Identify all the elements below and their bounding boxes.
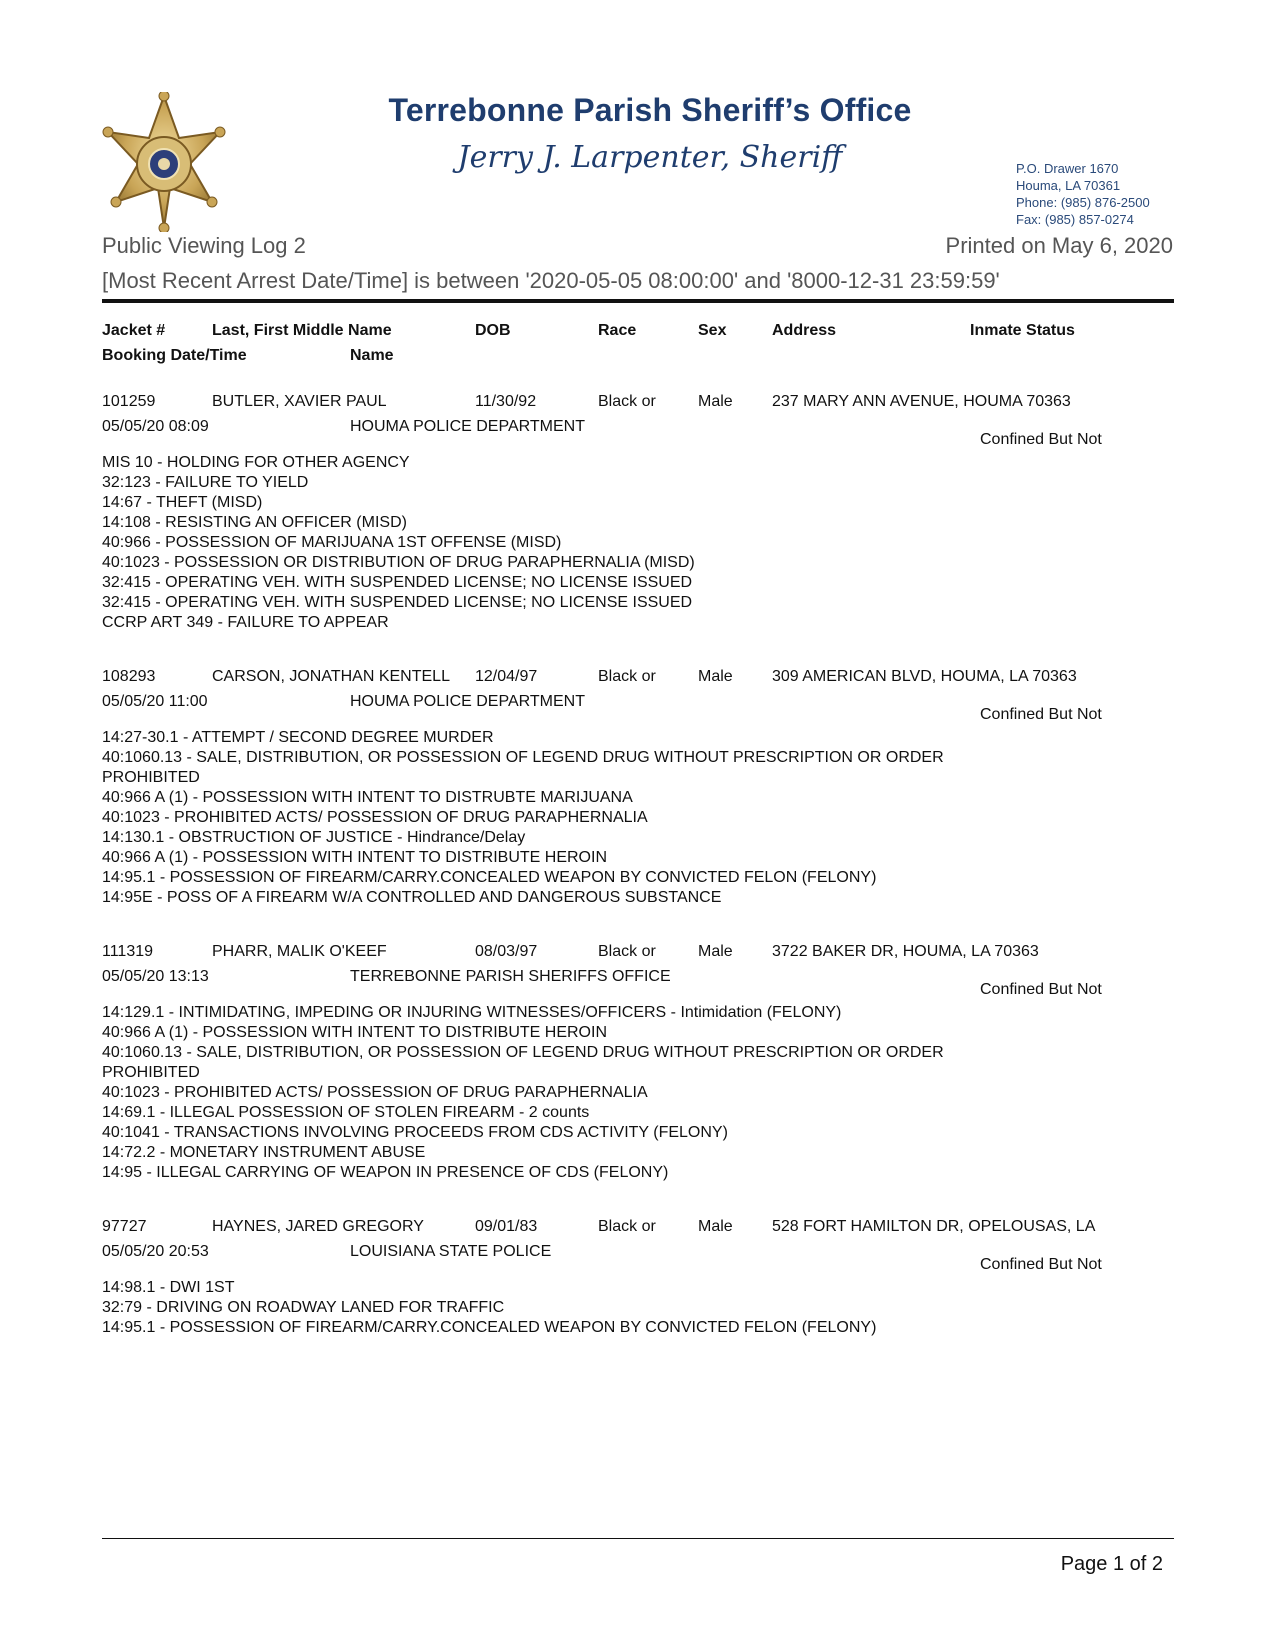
charge-item: 14:95E - POSS OF A FIREARM W/A CONTROLLED AND DANGEROUS SUBSTANCE xyxy=(102,889,722,906)
charge-item: 14:95.1 - POSSESSION OF FIREARM/CARRY.CONCEALED WEAPON BY CONVICTED FELON (FELONY) xyxy=(102,869,877,886)
report-criteria: [Most Recent Arrest Date/Time] is between '2020-05-05 08:00:00' and '8000-12-31 23:59:59' xyxy=(102,268,1000,293)
record-inmate-status: Confined But Not xyxy=(980,1256,1102,1273)
record-inmate-status: Confined But Not xyxy=(980,431,1102,448)
record-race: Black or xyxy=(598,393,656,410)
charges-list xyxy=(102,1278,1002,1338)
record-dob: 12/04/97 xyxy=(475,668,538,685)
charges-list xyxy=(102,453,1002,633)
record-address: 528 FORT HAMILTON DR, OPELOUSAS, LA xyxy=(772,1218,1096,1235)
charge-item: 14:95.1 - POSSESSION OF FIREARM/CARRY.CONCEALED WEAPON BY CONVICTED FELON (FELONY) xyxy=(102,1319,877,1336)
record-booking: 05/05/20 11:00 xyxy=(102,693,208,710)
record-summary-line xyxy=(102,668,1174,693)
record-race: Black or xyxy=(598,1218,656,1235)
sheriff-name: Jerry J. Larpenter, Sheriff xyxy=(457,140,843,175)
charge-item: 14:67 - THEFT (MISD) xyxy=(102,494,263,511)
charge-item: 32:123 - FAILURE TO YIELD xyxy=(102,474,309,491)
charge-item: 14:98.1 - DWI 1ST xyxy=(102,1279,235,1296)
col-header-booking: Booking Date/Time xyxy=(102,347,247,364)
col-header-status: Inmate Status xyxy=(970,322,1075,339)
charge-item: 40:1023 - POSSESSION OR DISTRIBUTION OF DRUG PARAPHERNALIA (MISD) xyxy=(102,554,695,571)
record-booking: 05/05/20 08:09 xyxy=(102,418,209,435)
record-address: 237 MARY ANN AVENUE, HOUMA 70363 xyxy=(772,393,1071,410)
record-race: Black or xyxy=(598,943,656,960)
charge-item: MIS 10 - HOLDING FOR OTHER AGENCY xyxy=(102,454,410,471)
charge-item: 14:129.1 - INTIMIDATING, IMPEDING OR INJURING WITNESSES/OFFICERS - Intimidation (FELONY) xyxy=(102,1004,842,1021)
charge-item: CCRP ART 349 - FAILURE TO APPEAR xyxy=(102,614,389,631)
contact-block xyxy=(1016,160,1150,228)
record-jacket: 101259 xyxy=(102,393,156,410)
charge-item: 40:1041 - TRANSACTIONS INVOLVING PROCEEDS FROM CDS ACTIVITY (FELONY) xyxy=(102,1124,728,1141)
charge-item: 14:72.2 - MONETARY INSTRUMENT ABUSE xyxy=(102,1144,426,1161)
record-agency: HOUMA POLICE DEPARTMENT xyxy=(350,418,585,435)
record-agency: HOUMA POLICE DEPARTMENT xyxy=(350,693,585,710)
arrest-record xyxy=(102,393,1174,633)
charge-item: 14:27-30.1 - ATTEMPT / SECOND DEGREE MURDER xyxy=(102,729,494,746)
record-agency: TERREBONNE PARISH SHERIFFS OFFICE xyxy=(350,968,671,985)
record-booking: 05/05/20 20:53 xyxy=(102,1243,209,1260)
office-title: Terrebonne Parish Sheriff’s Office xyxy=(388,92,912,128)
record-dob: 09/01/83 xyxy=(475,1218,538,1235)
charges-list xyxy=(102,1003,1002,1183)
arrest-record xyxy=(102,668,1174,908)
record-sex: Male xyxy=(698,1218,733,1235)
record-jacket: 111319 xyxy=(102,943,154,960)
charge-item: 40:1023 - PROHIBITED ACTS/ POSSESSION OF DRUG PARAPHERNALIA xyxy=(102,809,648,826)
charge-item: 14:108 - RESISTING AN OFFICER (MISD) xyxy=(102,514,407,531)
contact-city-line: Houma, LA 70361 xyxy=(1016,178,1121,193)
contact-fax: Fax: (985) 857-0274 xyxy=(1016,212,1134,227)
charge-item: 40:1023 - PROHIBITED ACTS/ POSSESSION OF DRUG PARAPHERNALIA xyxy=(102,1084,648,1101)
contact-phone: Phone: (985) 876-2500 xyxy=(1016,195,1150,210)
col-header-name: Last, First Middle Name xyxy=(212,322,392,339)
record-agency: LOUISIANA STATE POLICE xyxy=(350,1243,552,1260)
record-jacket: 108293 xyxy=(102,668,156,685)
col-header-address: Address xyxy=(772,322,837,339)
charge-item: 40:966 A (1) - POSSESSION WITH INTENT TO DISTRIBUTE HEROIN xyxy=(102,849,607,866)
page-number: Page 1 of 2 xyxy=(1060,1553,1163,1575)
record-summary-line xyxy=(102,943,1174,968)
record-booking: 05/05/20 13:13 xyxy=(102,968,209,985)
charge-item: 40:1060.13 - SALE, DISTRIBUTION, OR POSSESSION OF LEGEND DRUG WITHOUT PRESCRIPTION OR ORDER PROHIBITED xyxy=(102,1044,944,1081)
record-address: 309 AMERICAN BLVD, HOUMA, LA 70363 xyxy=(772,668,1077,685)
charge-item: 14:95 - ILLEGAL CARRYING OF WEAPON IN PRESENCE OF CDS (FELONY) xyxy=(102,1164,669,1181)
record-summary-line xyxy=(102,393,1174,418)
record-race: Black or xyxy=(598,668,656,685)
contact-address-line: P.O. Drawer 1670 xyxy=(1016,161,1119,176)
record-name: CARSON, JONATHAN KENTELL xyxy=(212,668,450,685)
col-header-sex: Sex xyxy=(698,322,727,339)
sheriff-star-badge-icon xyxy=(102,92,226,232)
record-sex: Male xyxy=(698,668,733,685)
charge-item: 32:79 - DRIVING ON ROADWAY LANED FOR TRAFFIC xyxy=(102,1299,505,1316)
col-header-jacket: Jacket # xyxy=(102,322,166,339)
footer-divider xyxy=(102,1538,1174,1539)
charge-item: 14:130.1 - OBSTRUCTION OF JUSTICE - Hindrance/Delay xyxy=(102,829,526,846)
record-jacket: 97727 xyxy=(102,1218,147,1235)
record-dob: 08/03/97 xyxy=(475,943,538,960)
record-summary-line xyxy=(102,1218,1174,1243)
printed-date: Printed on May 6, 2020 xyxy=(945,233,1173,258)
report-title: Public Viewing Log 2 xyxy=(102,233,306,258)
record-sex: Male xyxy=(698,943,733,960)
record-address: 3722 BAKER DR, HOUMA, LA 70363 xyxy=(772,943,1039,960)
charge-item: 40:1060.13 - SALE, DISTRIBUTION, OR POSSESSION OF LEGEND DRUG WITHOUT PRESCRIPTION OR ORDER PROHIBITED xyxy=(102,749,944,786)
record-dob: 11/30/92 xyxy=(475,393,537,410)
record-sex: Male xyxy=(698,393,733,410)
record-name: BUTLER, XAVIER PAUL xyxy=(212,393,387,410)
header-divider xyxy=(102,299,1174,303)
col-header-race: Race xyxy=(598,322,637,339)
charge-item: 32:415 - OPERATING VEH. WITH SUSPENDED LICENSE; NO LICENSE ISSUED xyxy=(102,574,693,591)
arrest-record xyxy=(102,1218,1174,1338)
charges-list xyxy=(102,728,1002,908)
col-header-agency: Name xyxy=(350,347,394,364)
charge-item: 14:69.1 - ILLEGAL POSSESSION OF STOLEN FIREARM - 2 counts xyxy=(102,1104,590,1121)
charge-item: 40:966 - POSSESSION OF MARIJUANA 1ST OFFENSE (MISD) xyxy=(102,534,562,551)
charge-item: 40:966 A (1) - POSSESSION WITH INTENT TO DISTRUBTE MARIJUANA xyxy=(102,789,633,806)
charge-item: 40:966 A (1) - POSSESSION WITH INTENT TO DISTRIBUTE HEROIN xyxy=(102,1024,607,1041)
col-header-dob: DOB xyxy=(475,322,511,339)
record-name: HAYNES, JARED GREGORY xyxy=(212,1218,424,1235)
charge-item: 32:415 - OPERATING VEH. WITH SUSPENDED LICENSE; NO LICENSE ISSUED xyxy=(102,594,693,611)
record-inmate-status: Confined But Not xyxy=(980,706,1102,723)
record-name: PHARR, MALIK O'KEEF xyxy=(212,943,387,960)
record-inmate-status: Confined But Not xyxy=(980,981,1102,998)
arrest-record xyxy=(102,943,1174,1183)
